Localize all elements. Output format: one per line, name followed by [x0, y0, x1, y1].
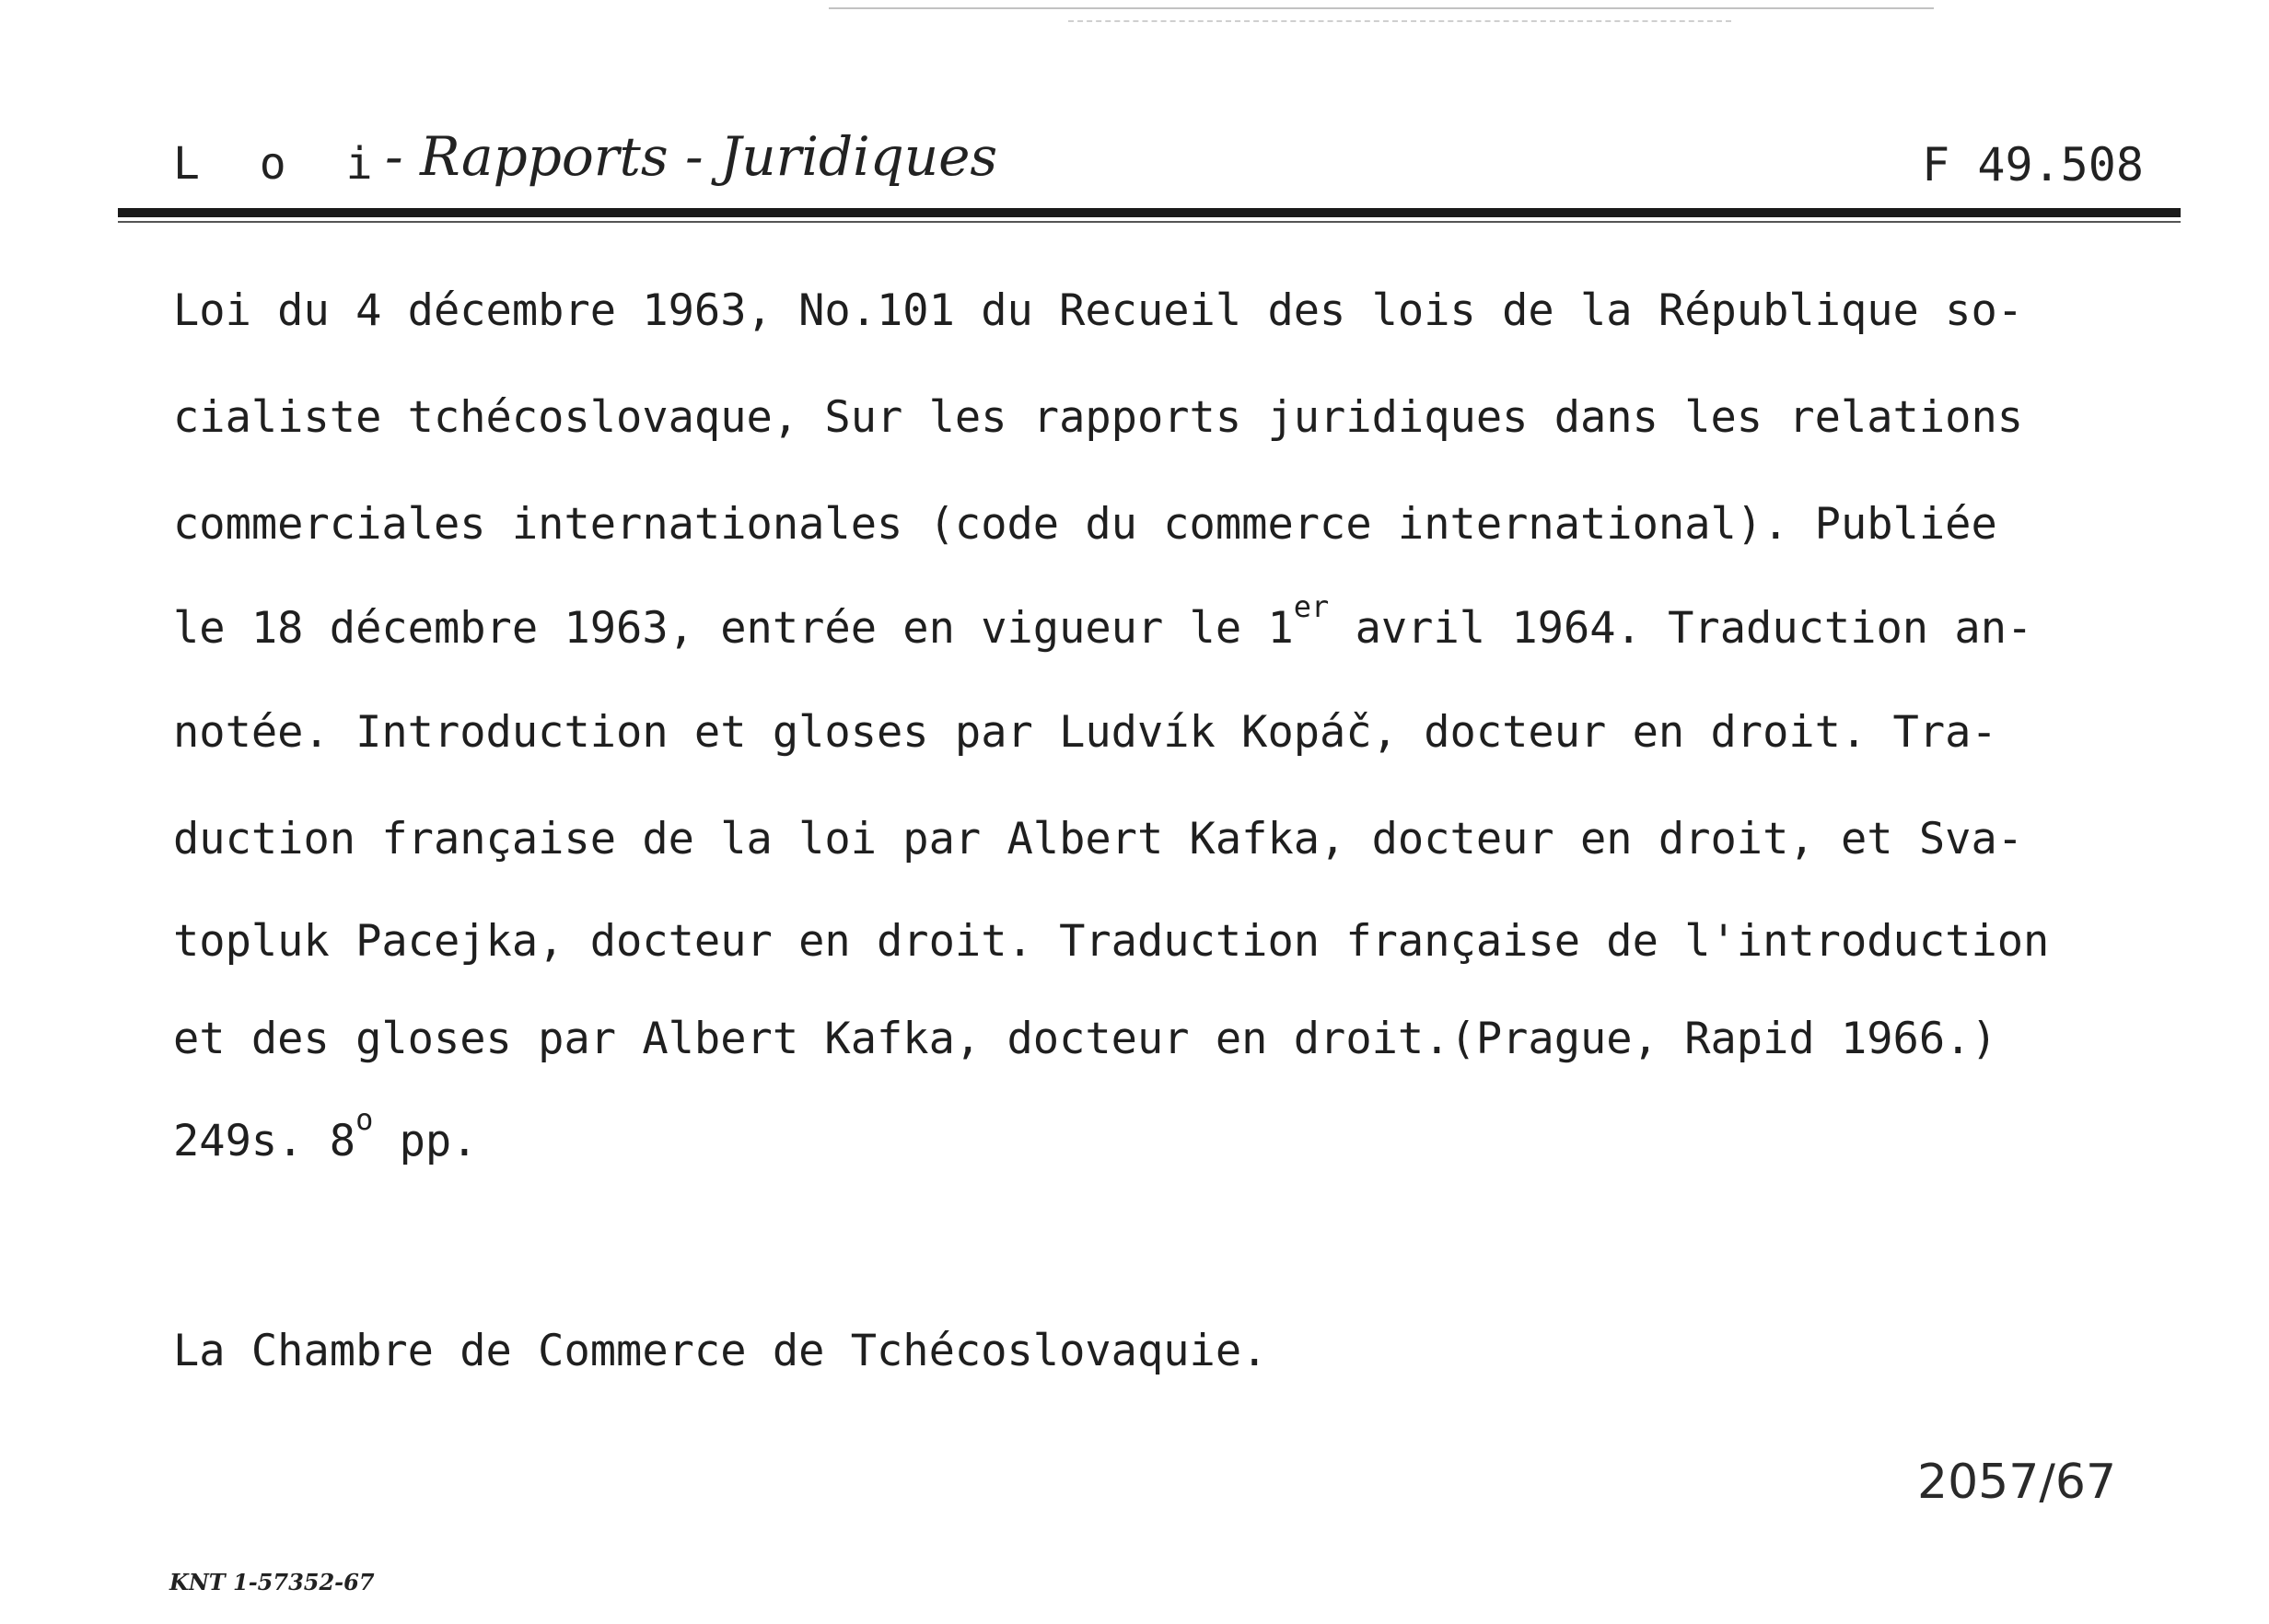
card-header [173, 125, 2144, 203]
entry-line-3: commerciales internationales (code du commerce international). Publiée [173, 499, 1997, 550]
entry-line-5: notée. Introduction et gloses par Ludvík Kopáč, docteur en droit. Tra- [173, 707, 1997, 758]
accession-number: 2057/67 [1917, 1455, 2117, 1510]
card-reference-number: F 49.508 [1922, 138, 2144, 191]
entry-line-1: Loi du 4 décembre 1963, No.101 du Recueil des lois de la République so- [173, 285, 2024, 336]
entry-line-2: cialiste tchécoslovaque, Sur les rapports juridiques dans les relations [173, 392, 2024, 443]
entry-line-7: topluk Pacejka, docteur en droit. Traduction française de l'introduction [173, 916, 2050, 967]
top-edge-marks [829, 7, 1934, 28]
entry-line-4 [173, 578, 2153, 679]
format-suffix: pp. [373, 1116, 478, 1166]
header-handwritten-subject: - Rapports - Juridiques [385, 125, 998, 188]
print-code: KNT 1-57352-67 [169, 1569, 375, 1595]
header-rule-thin [118, 221, 2181, 223]
page-count: 249s. 8 [173, 1116, 356, 1166]
entry-line-8: et des gloses par Albert Kafka, docteur en droit.(Prague, Rapid 1966.) [173, 1014, 1997, 1064]
top-edge-dashes [1068, 20, 1731, 24]
entry-line-6: duction française de la loi par Albert Kafka, docteur en droit, et Sva- [173, 814, 2024, 864]
entry-line-9 [173, 1088, 2153, 1195]
format-degree-superscript: o [355, 1102, 374, 1137]
header-typed-label: L o i [173, 138, 390, 190]
entry-line-4-start: le 18 décembre 1963, entrée en vigueur le 1 [173, 603, 1294, 654]
bibliographic-entry [173, 258, 2153, 1195]
issuing-organization: La Chambre de Commerce de Tchécoslovaquie. [173, 1326, 1268, 1376]
entry-line-4-end: avril 1964. Traduction an- [1329, 603, 2033, 654]
ordinal-superscript: er [1293, 589, 1330, 624]
header-rule [118, 208, 2181, 217]
